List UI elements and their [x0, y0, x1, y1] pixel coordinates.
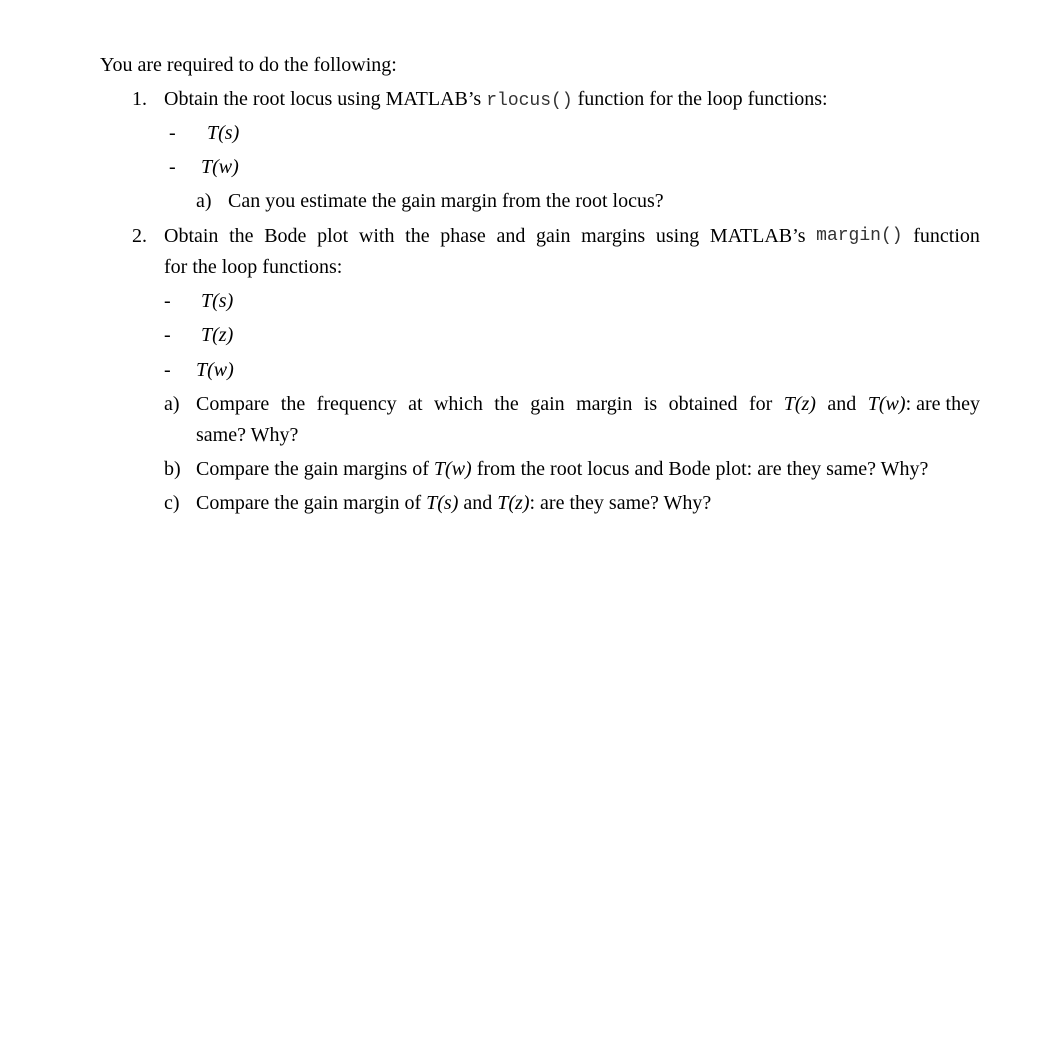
item-1-bullet-2-marker: -: [169, 156, 176, 178]
item-2-line-1: [164, 224, 980, 248]
tz-term: T(z): [497, 492, 530, 514]
tail-text: : are they: [905, 393, 980, 415]
word: gain: [530, 393, 565, 415]
item-2-line-2: for the loop functions:: [164, 256, 343, 278]
item-1-marker: 1.: [132, 88, 147, 110]
item-2-bullet-2: T(z): [201, 324, 234, 346]
item-2-bullet-1: T(s): [201, 290, 234, 312]
item-1-text-after: function for the loop functions:: [577, 88, 828, 110]
tw-term-group: [868, 392, 980, 416]
item-2-marker: 2.: [132, 225, 147, 247]
item-2-bullet-1-marker: -: [164, 290, 171, 312]
item-2-bullet-3-marker: -: [164, 359, 171, 381]
item-1-sub-a-text: Can you estimate the gain margin from the root locus?: [228, 190, 664, 212]
word: frequency: [316, 393, 397, 415]
word: Bode: [264, 225, 307, 247]
word: using: [655, 225, 700, 247]
item-1-text-before: Obtain the root locus using MATLAB’s: [164, 88, 482, 110]
word: for: [748, 393, 773, 415]
word: the: [229, 225, 254, 247]
word: the: [280, 393, 306, 415]
tw-term: T(w): [433, 458, 472, 480]
intro-text: You are required to do the following:: [100, 54, 397, 76]
item-2-sub-a-line-2: same? Why?: [196, 424, 299, 446]
word: Obtain: [164, 225, 219, 247]
sub-c-post: : are they same? Why?: [529, 492, 712, 514]
sub-b-pre: Compare the gain margins of: [196, 458, 429, 480]
item-2-sub-a-line-1: [196, 392, 980, 416]
word: the: [405, 225, 430, 247]
item-1-bullet-2: T(w): [201, 156, 239, 178]
tw-term: T(w): [867, 393, 906, 415]
item-1-bullet-1: T(s): [207, 122, 240, 144]
tz-term: T(z): [783, 393, 816, 415]
item-1-text: [164, 87, 828, 113]
word: the: [494, 393, 519, 415]
word: Compare: [196, 393, 270, 415]
word: is: [643, 393, 658, 415]
word: MATLAB’s: [709, 225, 806, 247]
item-1-bullet-1-marker: -: [169, 122, 176, 144]
word: function: [913, 225, 980, 247]
margin-code: margin(): [816, 226, 903, 246]
sub-c-and: and: [463, 492, 493, 514]
word: plot: [317, 225, 349, 247]
item-2-sub-b-text: [196, 457, 928, 481]
word: with: [358, 225, 395, 247]
word: obtained: [668, 393, 738, 415]
word: margin: [576, 393, 633, 415]
word: margins: [581, 225, 646, 247]
word: gain: [536, 225, 571, 247]
sub-c-pre: Compare the gain margin of: [196, 492, 422, 514]
item-2-bullet-3: T(w): [196, 359, 234, 381]
ts-term: T(s): [426, 492, 459, 514]
word: which: [433, 393, 483, 415]
item-2-sub-c-marker: c): [164, 492, 180, 514]
word: and: [827, 393, 857, 415]
item-2-sub-a-marker: a): [164, 393, 180, 415]
item-2-sub-b-marker: b): [164, 458, 181, 480]
item-2-bullet-2-marker: -: [164, 324, 171, 346]
word: phase: [440, 225, 486, 247]
sub-b-post: from the root locus and Bode plot: are they same? Why?: [476, 458, 929, 480]
item-1-sub-a-marker: a): [196, 190, 212, 212]
rlocus-code: rlocus(): [486, 91, 573, 111]
word: and: [496, 225, 526, 247]
word: at: [408, 393, 423, 415]
item-2-sub-c-text: [196, 491, 711, 515]
